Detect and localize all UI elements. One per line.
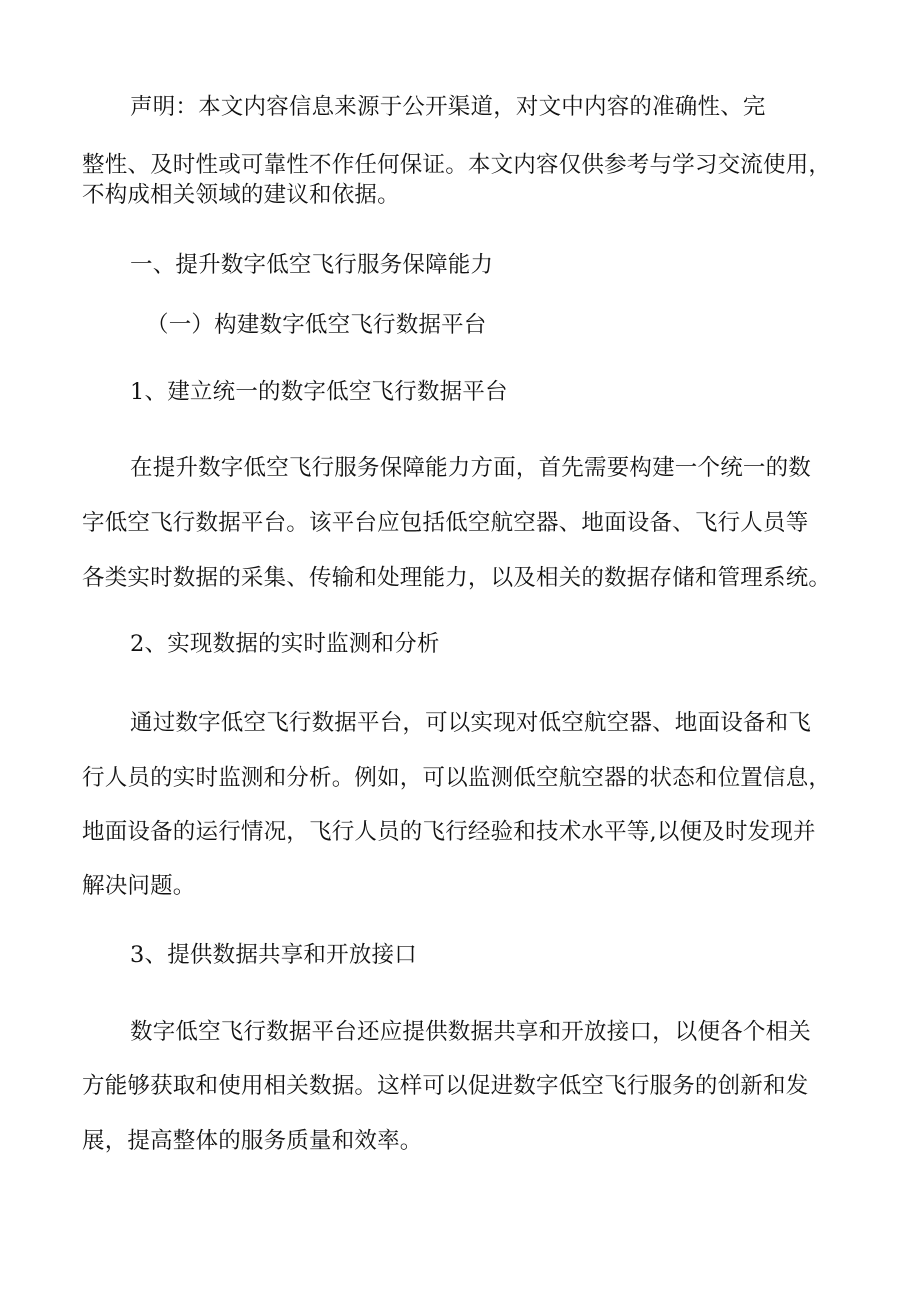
item-1-line-1: 在提升数字低空飞行服务保障能力方面，首先需要构建一个统一的数 — [130, 455, 812, 481]
item-1-line-3: 各类实时数据的采集、传输和处理能力，以及相关的数据存储和管理系统。 — [82, 565, 832, 591]
disclaimer-line-3: 不构成相关领域的建议和依据。 — [82, 182, 400, 208]
item-2-heading: 2、实现数据的实时监测和分析 — [130, 631, 440, 657]
item-3-line-2: 方能够获取和使用相关数据。这样可以促进数字低空飞行服务的创新和发 — [82, 1073, 809, 1099]
item-2-line-2: 行人员的实时监测和分析。例如，可以监测低空航空器的状态和位置信息， — [82, 765, 832, 791]
item-1-line-2: 字低空飞行数据平台。该平台应包括低空航空器、地面设备、飞行人员等 — [82, 510, 809, 536]
item-2-line-3: 地面设备的运行情况，飞行人员的飞行经验和技术水平等,以便及时发现并 — [82, 819, 816, 845]
section-heading: 一、提升数字低空飞行服务保障能力 — [130, 252, 494, 278]
item-3-line-1: 数字低空飞行数据平台还应提供数据共享和开放接口，以便各个相关 — [130, 1019, 812, 1045]
item-2-line-1: 通过数字低空飞行数据平台，可以实现对低空航空器、地面设备和飞 — [130, 710, 812, 736]
subsection-heading: （一）构建数字低空飞行数据平台 — [146, 312, 487, 338]
disclaimer-line-1: 声明：本文内容信息来源于公开渠道，对文中内容的准确性、完 — [130, 94, 766, 120]
item-3-heading: 3、提供数据共享和开放接口 — [130, 942, 417, 968]
item-1-heading: 1、建立统一的数字低空飞行数据平台 — [130, 379, 508, 405]
item-3-line-3: 展，提高整体的服务质量和效率。 — [82, 1128, 423, 1154]
item-2-line-4: 解决问题。 — [82, 873, 196, 899]
disclaimer-line-2: 整性、及时性或可靠性不作任何保证。本文内容仅供参考与学习交流使用， — [82, 152, 832, 178]
